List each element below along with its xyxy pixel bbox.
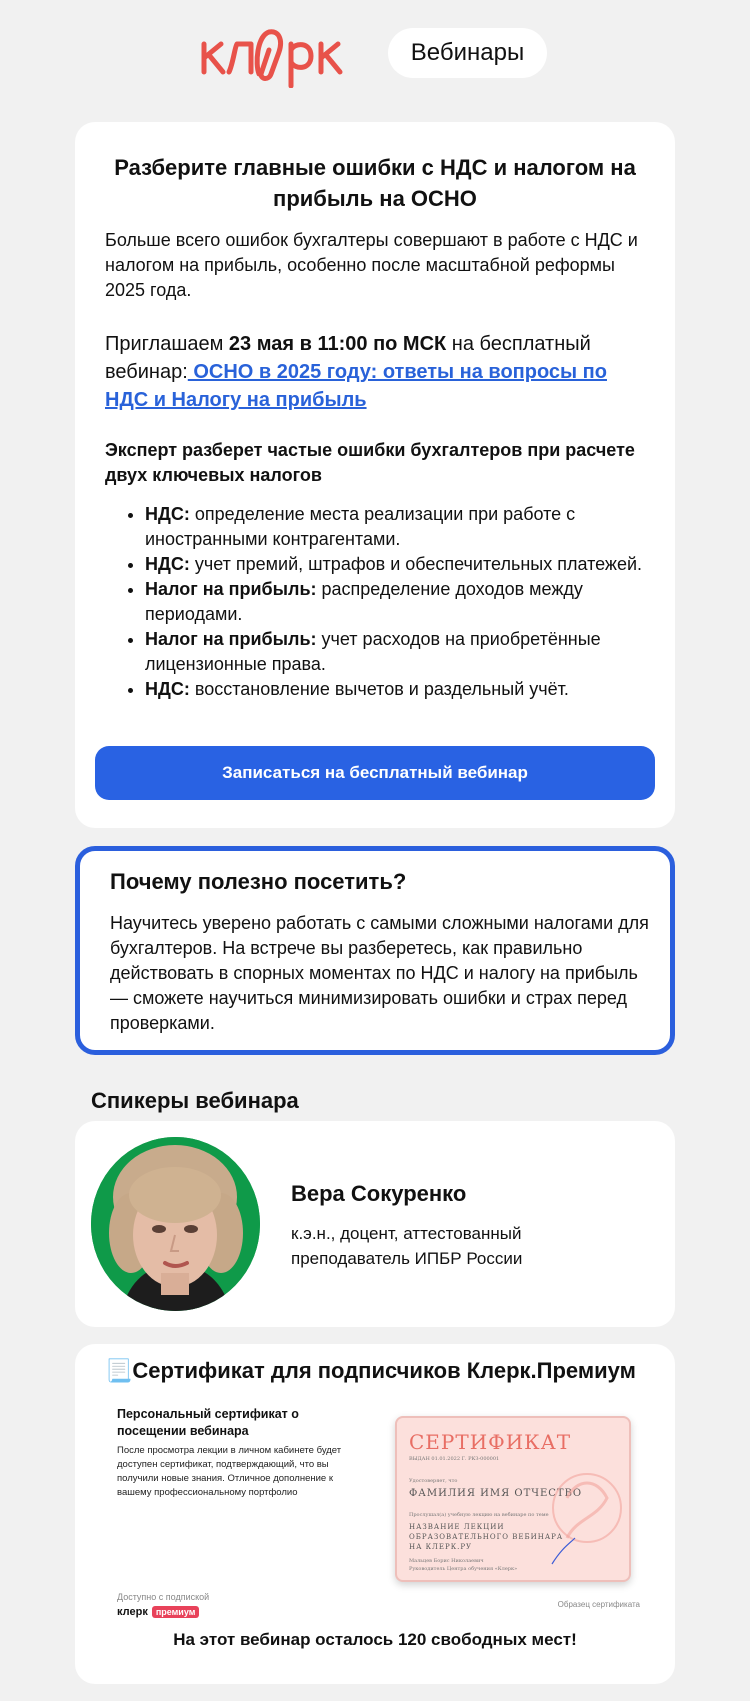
topic-text: распределение доходов между периодами. [145, 579, 583, 624]
cert-lecture: НАЗВАНИЕ ЛЕКЦИИ ОБРАЗОВАТЕЛЬНОГО ВЕБИНАРА НА КЛЕРК.РУ [409, 1523, 564, 1551]
klerk-logo[interactable] [199, 24, 367, 88]
cert-sample-label: Образец сертификата [557, 1600, 640, 1609]
invite-prefix: Приглашаем [105, 333, 229, 355]
cert-name: ФАМИЛИЯ ИМЯ ОТЧЕСТВО [409, 1488, 583, 1499]
intro-card [75, 122, 675, 828]
speaker-description: к.э.н., доцент, аттестованный преподаватель ИПБР России [291, 1224, 523, 1268]
cert-title: СЕРТИФИКАТ [409, 1430, 572, 1454]
page-icon: 📃 [105, 1358, 133, 1383]
list-item [145, 552, 647, 577]
list-item [145, 502, 647, 552]
topics-list [145, 502, 647, 702]
speaker-photo [91, 1137, 260, 1311]
topic-tax: НДС: [145, 554, 190, 574]
email-header [0, 0, 750, 110]
list-item [145, 677, 647, 702]
intro-paragraph: Больше всего ошибок бухгалтеры совершают в работе с НДС и налогом на прибыль, особенно после масштабной реформы 2025 года. [105, 230, 638, 300]
topic-tax: Налог на прибыль: [145, 579, 317, 599]
cert-signer: Мальцев Борис Николаевич [409, 1558, 484, 1564]
speaker-card [75, 1121, 675, 1327]
invite-date: 23 мая в 11:00 по МСК [228, 333, 447, 355]
topic-tax: НДС: [145, 504, 190, 524]
speaker-name: Вера Сокуренко [291, 1181, 467, 1206]
expert-heading: Эксперт разберет частые ошибки бухгалтеров при расчете двух ключевых налогов [105, 440, 635, 485]
cert-certifies: Удостоверяет, что [409, 1478, 458, 1484]
intro-title: Разберите главные ошибки с НДС и налогом на прибыль на ОСНО [114, 155, 636, 211]
topic-tax: НДС: [145, 679, 190, 699]
topic-text: определение места реализации при работе с иностранными контрагентами. [145, 504, 576, 549]
speakers-heading: Спикеры вебинара [91, 1088, 299, 1113]
invite-paragraph [105, 330, 645, 414]
cert-promo-title: Персональный сертификат о посещении вебинара [117, 1407, 299, 1438]
list-item [145, 577, 647, 627]
webinar-link[interactable]: ОСНО в 2025 году: ответы на вопросы по НДС и Налогу на прибыль [105, 361, 607, 411]
certificate-card [75, 1344, 675, 1684]
certificate-heading-text: Сертификат для подписчиков Клерк.Премиум [132, 1358, 636, 1383]
topic-tax: Налог на прибыль: [145, 629, 317, 649]
topic-text: учет премий, штрафов и обеспечительных платежей. [189, 554, 643, 574]
mini-logo [117, 1606, 199, 1618]
webinars-pill[interactable]: Вебинары [388, 28, 547, 78]
invite-middle: на бесплатный вебинар: [105, 333, 591, 383]
certificate-heading [105, 1358, 636, 1384]
cert-completed: Прослушал(а) учебную лекцию на вебинаре по теме [409, 1512, 549, 1518]
cert-access-label: Доступно с подпиской [117, 1592, 210, 1602]
premium-badge: премиум [152, 1606, 200, 1618]
certificate-sample [395, 1416, 631, 1582]
cert-promo-text: После просмотра лекции в личном кабинете будет доступен сертификат, подтверждающий, что вы получили новые знания. Отличное дополнение к вашему профессиональному портфолио [117, 1445, 342, 1498]
why-text: Научитесь уверено работать с самыми сложными налогами для бухгалтеров. На встрече вы разберетесь, как правильно действовать в спорных моментах по НДС и налогу на прибыль — сможете научиться минимизировать ошибки и страх перед проверками. [110, 913, 649, 1033]
why-card [75, 846, 675, 1055]
mini-logo-text: клерк [117, 1606, 148, 1618]
register-button[interactable]: Записаться на бесплатный вебинар [95, 746, 655, 800]
topic-text: учет расходов на приобретённые лицензионные права. [145, 629, 601, 674]
why-heading: Почему полезно посетить? [110, 869, 407, 894]
cert-signer-role: Руководитель Центра обучения «Клерк» [409, 1566, 518, 1572]
avatar [91, 1137, 260, 1311]
topic-text: восстановление вычетов и раздельный учёт. [189, 679, 569, 699]
list-item [145, 627, 647, 677]
cert-number: ВЫДАН 01.01.2022 Г. РКЗ-000001 [409, 1456, 500, 1462]
seats-remaining: На этот вебинар осталось 120 свободных мест! [173, 1630, 577, 1649]
cert-stamp-icon [547, 1448, 627, 1568]
